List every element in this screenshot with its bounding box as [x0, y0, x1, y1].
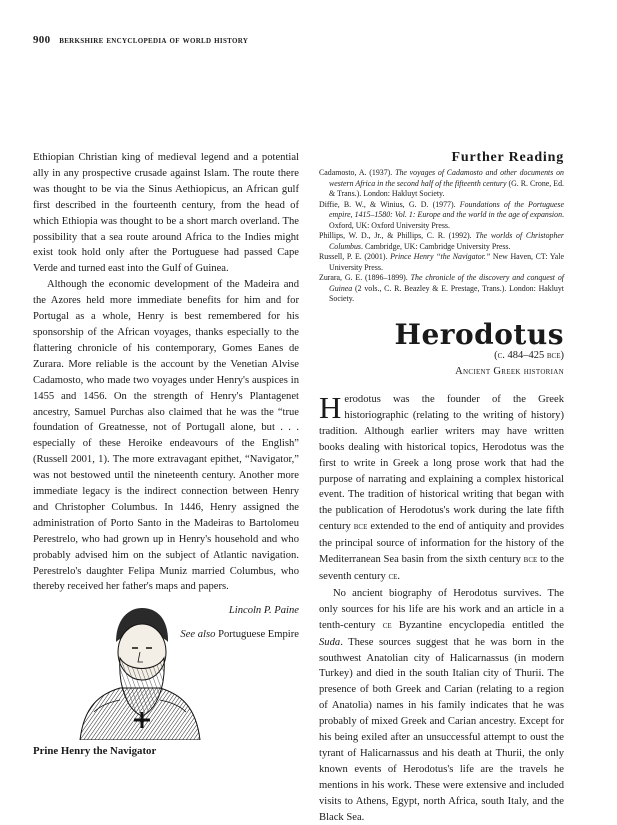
entry-descriptor: Ancient Greek historian — [455, 366, 564, 377]
reference-item: Russell, P. E. (2001). Prince Henry “the Navigator.” New Haven, CT: Yale University Press. — [319, 252, 565, 272]
right-column — [319, 392, 564, 825]
see-also-link[interactable]: Portuguese Empire — [218, 629, 299, 641]
entry-dates: (c. 484–425 bce) — [494, 350, 564, 361]
reference-item: Cadamosto, A. (1937). The voyages of Cadamosto and other documents on western Africa in the second half of the fifteenth century (G. R. Crone, Ed. & Trans.). London: Hakluyt Society. — [319, 168, 565, 198]
figure-caption: Prine Henry the Navigator — [33, 745, 157, 757]
portrait-engraving — [70, 602, 210, 740]
running-head — [33, 34, 248, 46]
see-also-label: See also — [180, 629, 216, 641]
running-title: berkshire encyclopedia of world history — [59, 35, 249, 46]
reference-item: Zurara, G. E. (1896–1899). The chronicle of the discovery and conquest of Guinea (2 vols., C. R. Beazley & E. Prestage, Trans.). London: Hakluyt Society. — [319, 273, 564, 303]
page-number: 900 — [33, 34, 51, 46]
body-paragraph: Although the economic development of the Madeira and the Azores held more immediate benefits for him and for Portugal as a whole, Henry is best remembered for his sponsorship of the African voyages, thanks especially to the flattering chronicle of his contemporary, Gomes Eanes de Zurara. More reliable is the account by the Venetian Alvise Cadamosto, who made two voyages under Henry's auspices in 1455 and 1456. On the strength of Henry's Plantagenet ancestry, Samuel Purchas also claimed that he was the “true foundation of Greatnesse, not of Portugall alone, but . . . especially of these Heroike endeavours of the English” (Russell 2001, 1). The more extravagant epithet, “Navigator,” was not bestowed until the nineteenth century. Another more immediate legacy is the indirect connection between Henry and Christopher Columbus. In 1446, Henry assigned the administration of Porto Santo in the Madeiras to Bartolomeu Perestrelo, who had grown up in Henry's household and who probably advised him on the subject of Atlantic navigation. Perestrelo's daughter Felipa Muniz married Columbus, who thereby received her father's maps and papers. — [33, 279, 299, 593]
entry-title: Herodotus — [394, 318, 564, 351]
drop-cap: H — [319, 390, 342, 425]
further-reading-list — [319, 168, 564, 305]
further-reading-heading: Further Reading — [451, 150, 564, 165]
body-paragraph: Herodotus was the founder of the Greek historiographic (relating to the writing of history) tradition. Although earlier writers may have written books dealing with historical topics, Herodotus was the first to write in Greek a long prose work that had the purpose of narrating and explaining a complex historical event. The tradition of historical writing that began with the publication of Herodotus's work during the late fifth century bce extended to the end of antiquity and provides the principal source of information for the history of the Mediterranean Sea basin from the sixth century bce to the seventh century ce. — [319, 390, 565, 582]
reference-item: Phillips, W. D., Jr., & Phillips, C. R. (1992). The worlds of Christopher Columbus. Cambridge, UK: Cambridge University Press. — [319, 231, 564, 251]
reference-item: Diffie, B. W., & Winius, G. D. (1977). Foundations of the Portuguese empire, 1415–1580: Vol. 1: Europe and the world in the age of expansion. Oxford, UK: Oxford University Press. — [319, 199, 564, 230]
left-column — [33, 150, 299, 643]
author-signature: Lincoln P. Paine — [228, 605, 299, 617]
body-paragraph: No ancient biography of Herodotus survives. The only sources for his life are his work and an article in a tenth-century ce Byzantine encyclopedia entitled the Suda. These sources suggest that he was born in the southwest Anatolian city of Halicarnassus (in modern Turkey) and died in the south Italian city of Thurii. The presence of both Greek and Carian (relating to a region of Anatolia) names in his family indicates that he was probably of mixed Greek and Carian ancestry. Except for his being exiled after an unsuccessful attempt to oust the tyrant of Halicarnassus and his death at Thurii, the only known events of Herodotus's life are the travels he mentions in his work. These were extensive and included visits to Athens, Egypt, north Africa, south Italy, and the Black Sea. — [319, 587, 565, 823]
body-paragraph: Ethiopian Christian king of medieval legend and a potential ally in any prospective crusade against Islam. The route there was thought to be via the Sinus Aethiopicus, an African gulf first described in the fourteenth century, from the head of which Ethiopia was thought to be a short march overland. The possibility that a sea route around Africa to the Indies might exist took hold only after the Portuguese had passed Cape Verde and turned east into the Gulf of Guinea. — [33, 152, 299, 275]
